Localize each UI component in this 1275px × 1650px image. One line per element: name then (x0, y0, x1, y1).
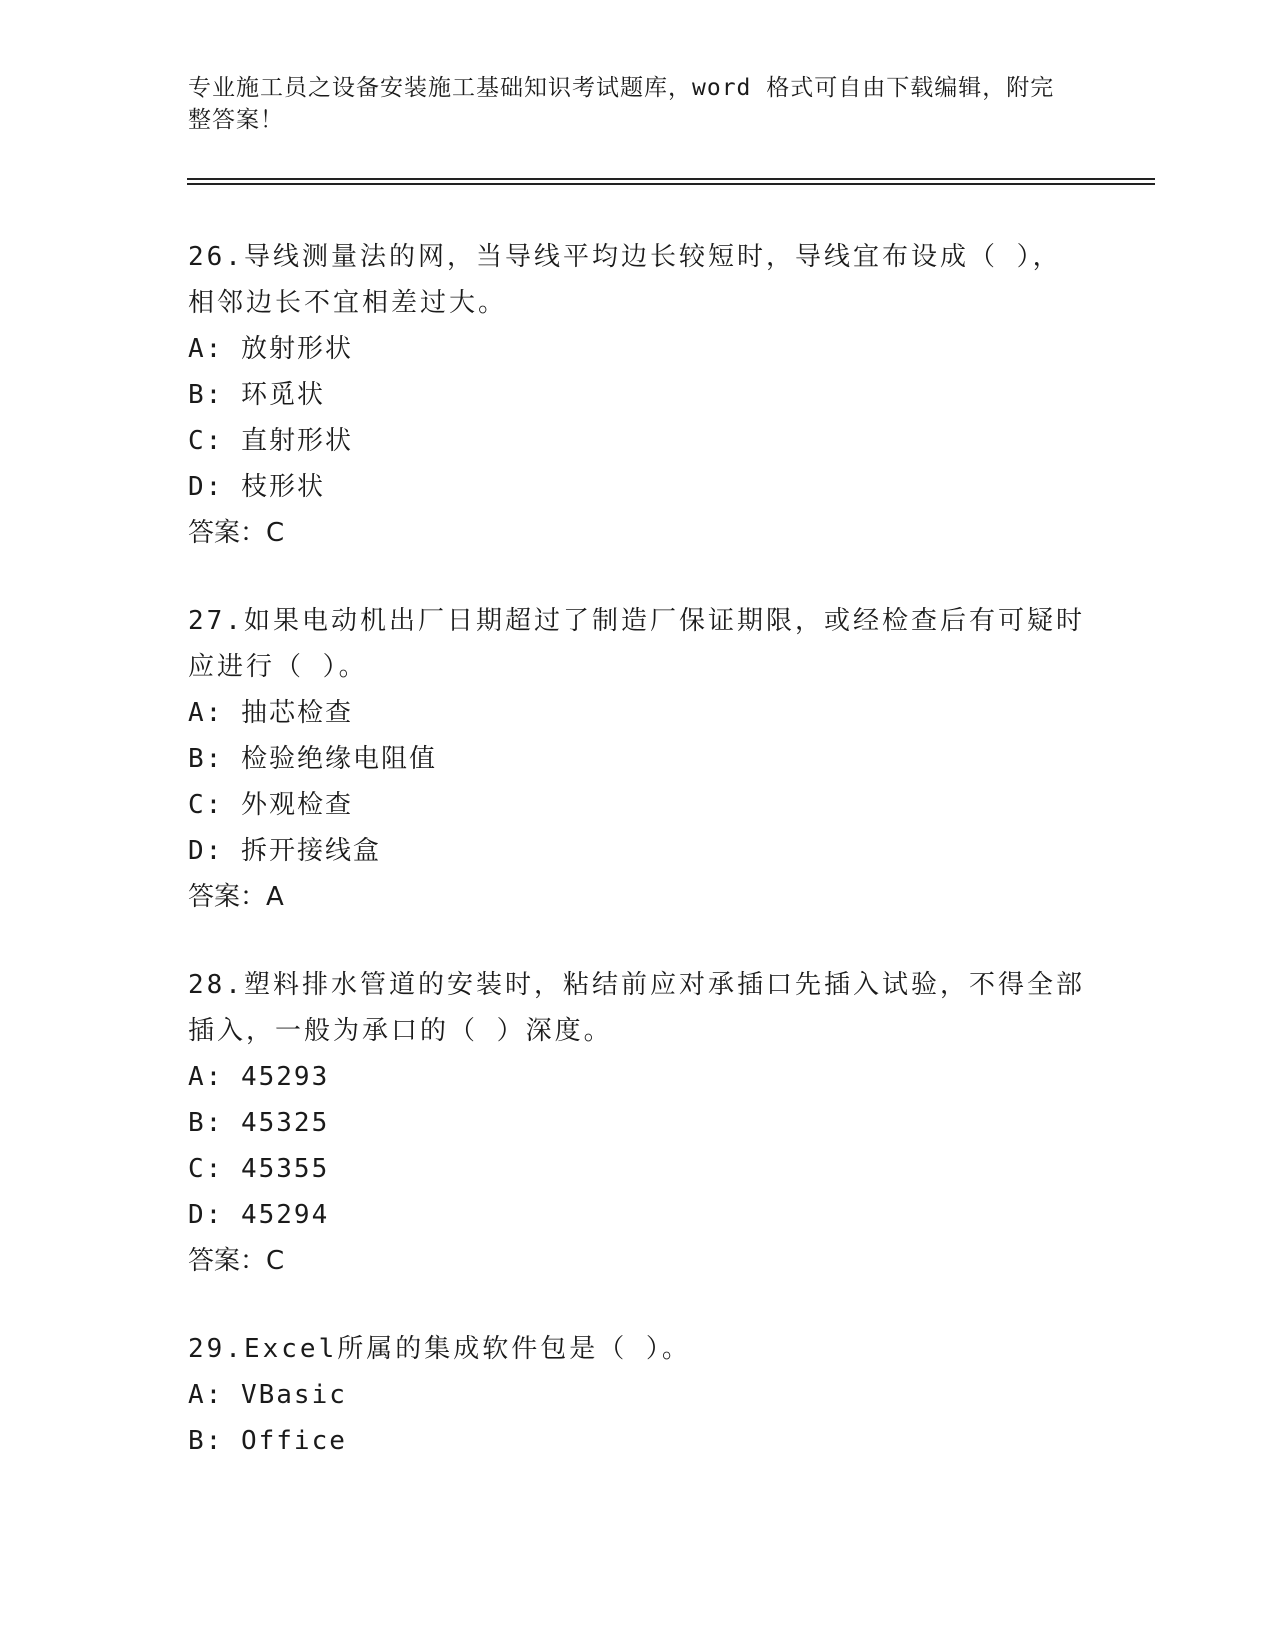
header-divider-bottom (187, 183, 1155, 185)
option-b: B: 环觅状 (188, 380, 325, 410)
question-stem: 28.塑料排水管道的安装时，粘结前应对承插口先插入试验，不得全部插入，一般为承口的（ ）深度。 (188, 970, 1085, 1046)
option-b: B: 检验绝缘电阻值 (188, 744, 437, 774)
option-d: D: 拆开接线盒 (188, 836, 381, 866)
question-28 (188, 962, 1088, 1284)
option-b: B: Office (188, 1426, 347, 1456)
question-list (188, 234, 1088, 1506)
option-a: A: VBasic (188, 1380, 347, 1410)
header-intro-text: 专业施工员之设备安装施工基础知识考试题库，word 格式可自由下载编辑，附完整答案！ (188, 75, 1055, 133)
header-divider-top (187, 178, 1155, 180)
question-29 (188, 1326, 1088, 1464)
option-c: C: 外观检查 (188, 790, 353, 820)
option-d: D: 枝形状 (188, 472, 325, 502)
answer-line: 答案：C (188, 1246, 285, 1276)
document-header (188, 72, 1068, 136)
option-a: A: 放射形状 (188, 334, 353, 364)
option-a: A: 抽芯检查 (188, 698, 353, 728)
question-27 (188, 598, 1088, 920)
answer-line: 答案：A (188, 882, 284, 912)
option-a: A: 45293 (188, 1062, 330, 1092)
option-d: D: 45294 (188, 1200, 330, 1230)
question-stem: 29.Excel所属的集成软件包是（ ）。 (188, 1334, 691, 1364)
option-c: C: 直射形状 (188, 426, 353, 456)
option-b: B: 45325 (188, 1108, 330, 1138)
option-c: C: 45355 (188, 1154, 330, 1184)
question-stem: 26.导线测量法的网，当导线平均边长较短时，导线宜布设成（ ），相邻边长不宜相差过大。 (188, 242, 1062, 318)
question-stem: 27.如果电动机出厂日期超过了制造厂保证期限，或经检查后有可疑时应进行（ ）。 (188, 606, 1085, 682)
answer-line: 答案：C (188, 518, 285, 548)
question-26 (188, 234, 1088, 556)
